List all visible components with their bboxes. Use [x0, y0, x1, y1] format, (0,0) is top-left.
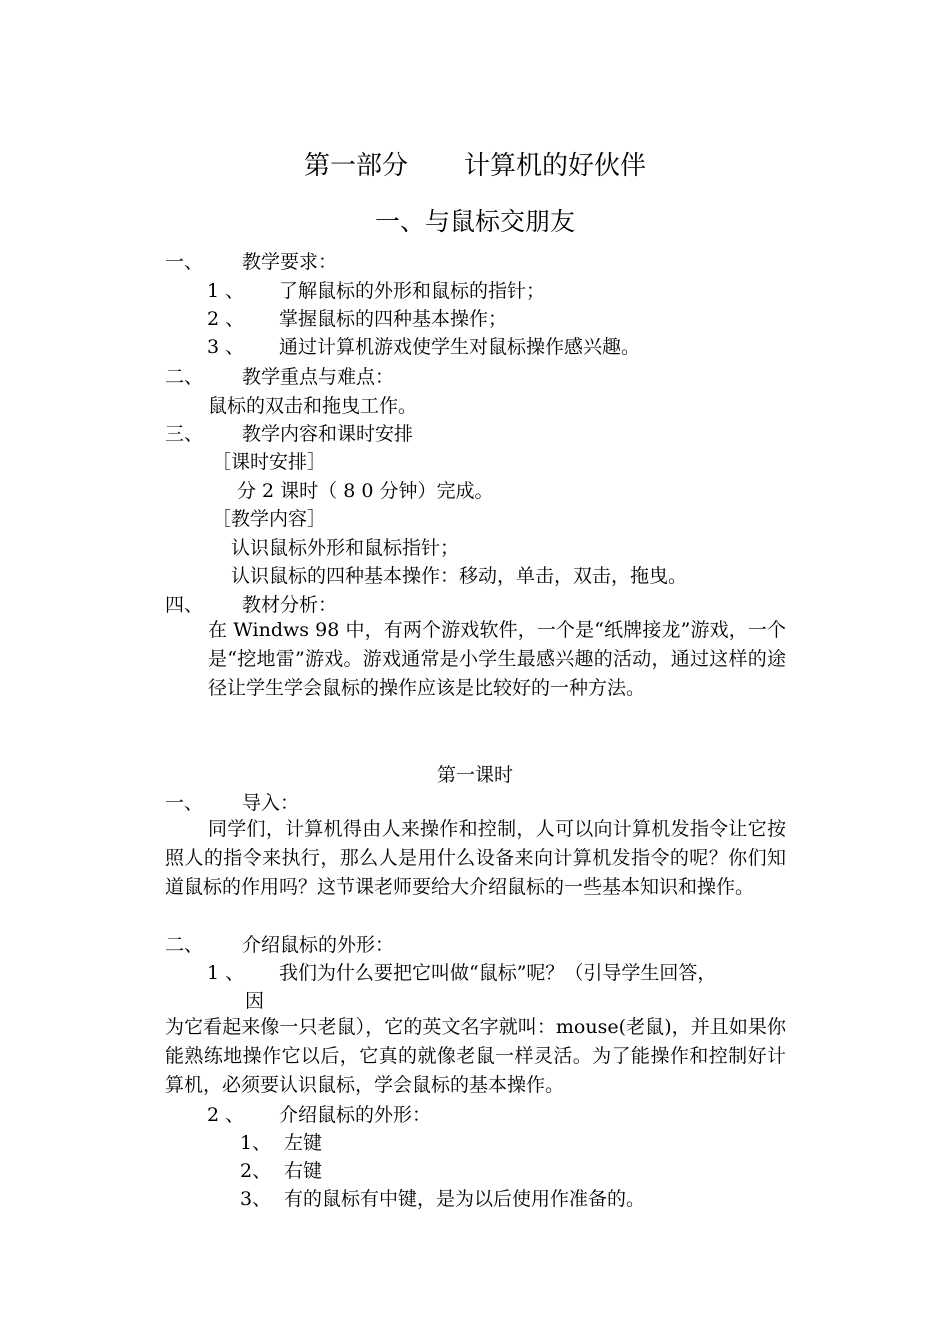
- document-subtitle: 一、与鼠标交朋友: [374, 207, 575, 236]
- sub-list-number: 3、: [240, 1188, 272, 1210]
- list-item: [207, 333, 640, 361]
- sub-list-item: [240, 1157, 322, 1185]
- list-item-text: 通过计算机游戏使学生对鼠标操作感兴趣。: [279, 336, 641, 358]
- section-heading: [165, 591, 337, 619]
- analysis-paragraph: 在 Windws 98 中，有两个游戏软件，一个是“纸牌接龙”游戏，一个是“挖地雷”游戏。游戏通常是小学生最感兴趣的活动，通过这样的途径让学生学会鼠标的操作应该是比较好的一种方法。: [208, 619, 786, 699]
- section-number: 三、: [165, 423, 204, 445]
- intro-paragraph: 同学们，计算机得由人来操作和控制，人可以向计算机发指令让它按照人的指令来执行，那么人是用什么设备来向计算机发指令的呢？你们知道鼠标的作用吗？这节课老师要给大介绍鼠标的一些基本知识和操作。: [165, 818, 786, 898]
- content-item: 认识鼠标外形和鼠标指针；: [231, 537, 460, 559]
- schedule-text: 分 2 课时（ 8 0 分钟）完成。: [237, 480, 494, 502]
- list-item: [207, 305, 507, 333]
- list-item-number: 2 、: [207, 308, 245, 330]
- section-heading: [165, 420, 413, 448]
- sub-list-number: 2、: [240, 1160, 272, 1182]
- list-item-number: 1 、: [207, 280, 245, 302]
- list-item-wrap: 因: [245, 990, 265, 1012]
- section-heading: [165, 248, 337, 276]
- title-name: 计算机的好伙伴: [464, 151, 647, 181]
- section-number: 一、: [165, 792, 204, 814]
- sub-list-text: 左键: [284, 1132, 323, 1154]
- sub-list-text: 右键: [284, 1160, 323, 1182]
- list-item: [207, 277, 545, 305]
- section-number: 二、: [165, 366, 204, 388]
- section-label: 教材分析：: [242, 594, 338, 616]
- list-item-text: 我们为什么要把它叫做“鼠标”呢？（引导学生回答，: [279, 962, 717, 984]
- section-number: 一、: [165, 251, 204, 273]
- list-item-text: 了解鼠标的外形和鼠标的指针；: [279, 280, 546, 302]
- list-item-number: 1 、: [207, 962, 245, 984]
- list-item-number: 2 、: [207, 1104, 245, 1126]
- section-heading: [165, 931, 394, 959]
- list-item: [207, 959, 716, 987]
- mouse-name-paragraph: 为它看起来像一只老鼠），它的英文名字就叫：mouse(老鼠)，并且如果你能熟练地操作它以后，它真的就像老鼠一样灵活。为了能操作和控制好计算机，必须要认识鼠标，学会鼠标的基本操作。: [165, 1016, 786, 1096]
- list-item: [207, 1101, 431, 1129]
- lesson-title: 第一课时: [436, 764, 513, 786]
- content-label: ［教学内容］: [212, 508, 327, 530]
- section-heading: [165, 363, 394, 391]
- section-label: 介绍鼠标的外形：: [242, 934, 395, 956]
- sub-list-number: 1、: [240, 1132, 272, 1154]
- list-item-text: 掌握鼠标的四种基本操作；: [279, 308, 508, 330]
- section-label: 导入：: [242, 792, 300, 814]
- sub-list-item: [240, 1185, 645, 1213]
- sub-list-text: 有的鼠标有中键，是为以后使用作准备的。: [284, 1188, 646, 1210]
- list-item-number: 3 、: [207, 336, 245, 358]
- section-heading: [165, 789, 299, 817]
- section-text: 鼠标的双击和拖曳工作。: [208, 395, 418, 417]
- sub-list-item: [240, 1129, 322, 1157]
- list-item-text: 介绍鼠标的外形：: [279, 1104, 432, 1126]
- document-title: [0, 145, 950, 182]
- schedule-label: ［课时安排］: [212, 451, 327, 473]
- section-number: 四、: [165, 594, 204, 616]
- section-label: 教学重点与难点：: [242, 366, 395, 388]
- title-part: 第一部分: [303, 151, 408, 181]
- content-item: 认识鼠标的四种基本操作：移动，单击，双击，拖曳。: [231, 565, 688, 587]
- section-number: 二、: [165, 934, 204, 956]
- section-label: 教学内容和课时安排: [242, 423, 414, 445]
- section-label: 教学要求：: [242, 251, 338, 273]
